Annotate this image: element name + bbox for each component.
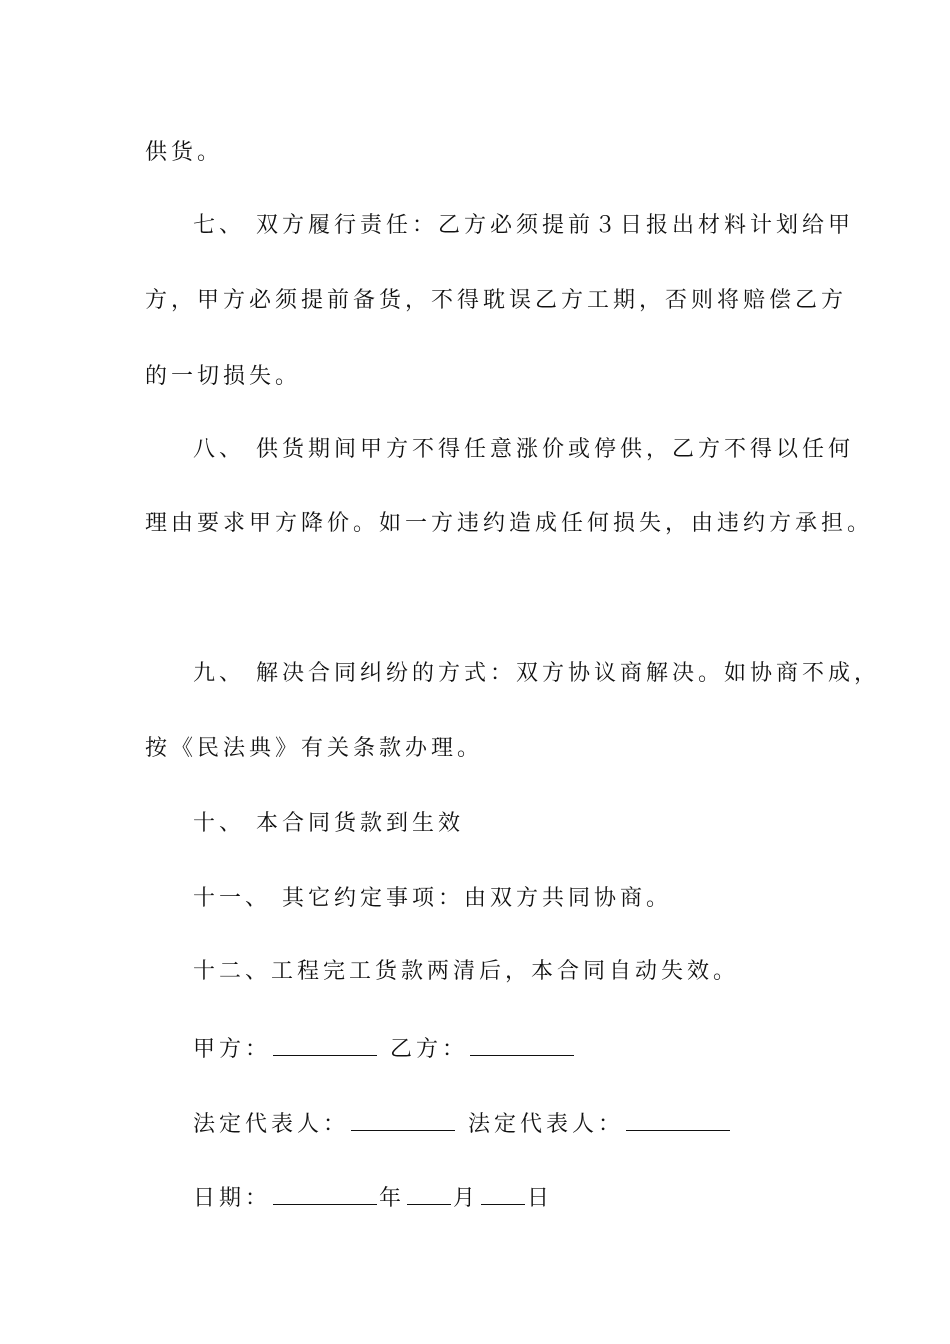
rep-a-blank xyxy=(351,1108,455,1131)
paragraph-line: 方，甲方必须提前备货，不得耽误乙方工期，否则将赔偿乙方 xyxy=(145,288,848,313)
party-b-blank xyxy=(470,1033,574,1056)
party-a-label: 甲方： xyxy=(193,1037,272,1062)
clause-10-line: 十、 本合同货款到生效 xyxy=(193,811,464,836)
rep-b-label: 法定代表人： xyxy=(468,1112,625,1137)
paragraph-line: 理由要求甲方降价。如一方违约造成任何损失，由违约方承担。 xyxy=(145,511,874,536)
month-blank xyxy=(407,1182,451,1205)
paragraph-line: 的一切损失。 xyxy=(145,364,302,389)
clause-9-line: 九、 解决合同纠纷的方式：双方协议商解决。如协商不成， xyxy=(193,661,880,686)
year-label: 年 xyxy=(379,1186,406,1211)
clause-12-line: 十二、工程完工货款两清后，本合同自动失效。 xyxy=(193,959,740,984)
day-label: 日 xyxy=(527,1186,554,1211)
representative-signature-line xyxy=(193,1108,873,1140)
date-line xyxy=(193,1182,873,1214)
clause-11-line: 十一、 其它约定事项：由双方共同协商。 xyxy=(193,886,672,911)
clause-8-line: 八、 供货期间甲方不得任意涨价或停供，乙方不得以任何 xyxy=(193,437,854,462)
clause-7-line: 七、 双方履行责任：乙方必须提前３日报出材料计划给甲 xyxy=(193,213,854,238)
day-blank xyxy=(481,1182,525,1205)
month-label: 月 xyxy=(453,1186,480,1211)
year-blank xyxy=(273,1182,377,1205)
paragraph-line: 按《民法典》有关条款办理。 xyxy=(145,736,484,761)
date-label: 日期： xyxy=(193,1186,272,1211)
paragraph-line: 供货。 xyxy=(145,140,224,165)
rep-a-label: 法定代表人： xyxy=(193,1112,350,1137)
party-a-blank xyxy=(273,1033,377,1056)
party-b-label: 乙方： xyxy=(390,1037,469,1062)
rep-b-blank xyxy=(626,1108,730,1131)
party-signature-line xyxy=(193,1033,873,1065)
